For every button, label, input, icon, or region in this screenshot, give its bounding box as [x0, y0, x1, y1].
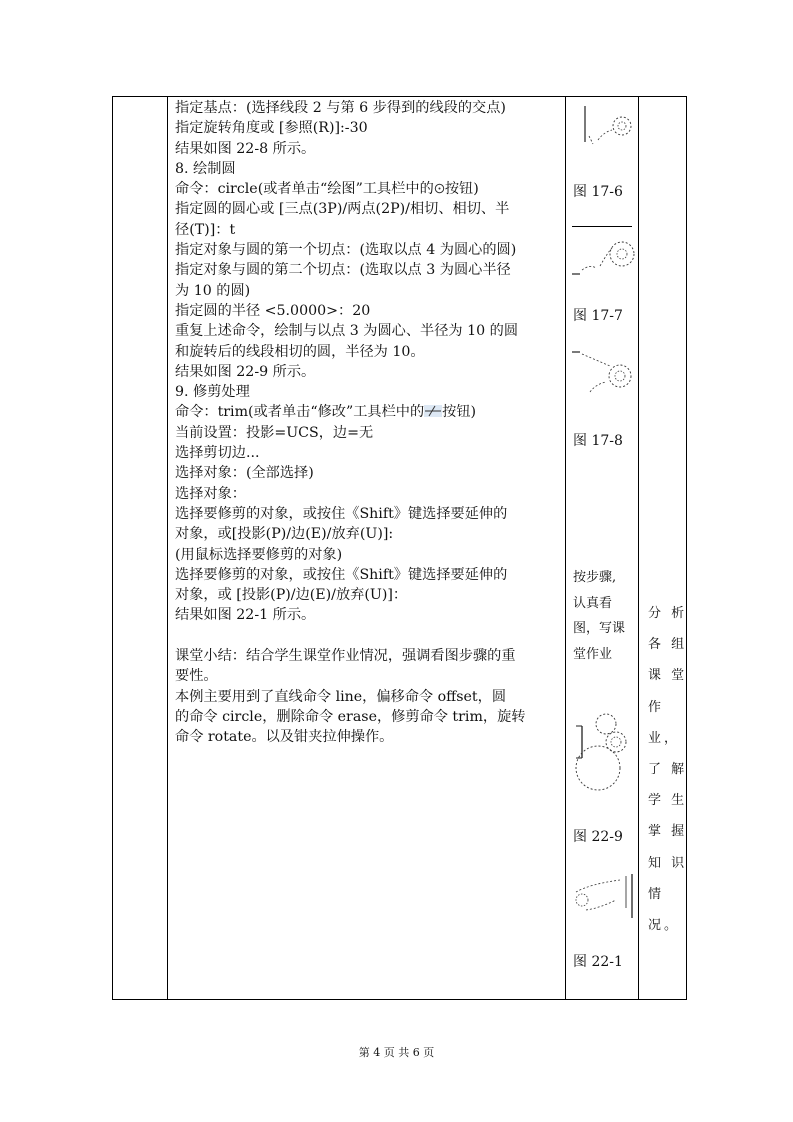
text-part: 命令：circle(或者单击“绘图”工具栏中的 [175, 181, 434, 198]
column-divider-1 [167, 96, 168, 1000]
text-line: 径(T)]：t [175, 221, 236, 238]
text-line: 指定圆的半径 <5.0000>：20 [175, 302, 371, 319]
text-line: 指定旋转角度或 [参照(R)]:-30 [175, 120, 368, 137]
side-line: 掌 握 [648, 824, 688, 840]
text-line: 选择对象：(全部选择) [175, 465, 314, 482]
text-line: 当前设置：投影=UCS，边=无 [175, 424, 374, 441]
figure-22-9-drawing [570, 706, 636, 798]
column-divider-3 [638, 96, 639, 1000]
text-line: 为 10 的圆) [175, 282, 251, 299]
figure-17-8-drawing [570, 338, 636, 400]
text-line: 对象，或 [投影(P)/边(E)/放弃(U)]： [175, 587, 408, 604]
text-line: (用鼠标选择要修剪的对象) [175, 546, 343, 563]
figure-17-6-drawing [574, 100, 636, 152]
text-line: 重复上述命令，绘制与以点 3 为圆心、半径为 10 的圆 [175, 323, 519, 340]
side-line: 知 识 [648, 855, 688, 871]
text-line: 结果如图 22-8 所示。 [175, 140, 316, 157]
figure-label: 图 17-7 [573, 308, 623, 324]
text-line: 选择要修剪的对象，或按住《Shift》键选择要延伸的 [175, 566, 508, 583]
blank-line [175, 626, 560, 646]
figure-label: 图 22-9 [573, 829, 623, 845]
text-line [175, 179, 560, 199]
text-line: 指定基点：(选择线段 2 与第 6 步得到的线段的交点) [175, 100, 506, 116]
side-line: 情 [648, 886, 665, 902]
section-heading: 8. 绘制圆 [175, 160, 236, 177]
text-part: 按钮) [442, 404, 477, 421]
text-line: 和旋转后的线段相切的圆，半径为 10。 [175, 343, 425, 360]
side-line: 各 组 [648, 637, 688, 653]
side-line: 况。 [648, 918, 681, 934]
text-line: 结果如图 22-1 所示。 [175, 607, 316, 624]
figure-17-7-line [572, 226, 632, 227]
text-line: 课堂小结：结合学生课堂作业情况，强调看图步骤的重 [175, 648, 516, 665]
text-line: 指定对象与圆的第一个切点：(选取以点 4 为圆心的圆) [175, 242, 517, 259]
note-line: 认真看 [573, 595, 613, 611]
text-line: 结果如图 22-9 所示。 [175, 363, 316, 380]
text-part: 按钮) [444, 181, 479, 198]
note-line: 图，写课 [573, 621, 626, 636]
text-line: 对象，或[投影(P)/边(E)/放弃(U)]: [175, 526, 394, 543]
text-line: 选择剪切边... [175, 445, 260, 462]
side-line: 业， [648, 730, 681, 746]
trim-tool-icon [424, 403, 442, 423]
text-line: 选择对象： [175, 485, 246, 502]
circle-tool-icon [434, 180, 445, 200]
figure-label: 图 22-1 [573, 954, 623, 970]
figure-22-1-drawing [570, 868, 636, 922]
text-line: 本例主要用到了直线命令 line，偏移命令 offset，圆 [175, 688, 507, 705]
text-line: 要性。 [175, 668, 218, 685]
note-line: 堂作业 [573, 646, 613, 662]
side-line: 作 [648, 699, 665, 715]
section-heading: 9. 修剪处理 [175, 384, 250, 401]
figure-17-7-drawing [570, 228, 636, 280]
figure-label: 图 17-8 [573, 433, 623, 449]
text-line: 选择要修剪的对象，或按住《Shift》键选择要延伸的 [175, 505, 508, 522]
text-line: 指定对象与圆的第二个切点：(选取以点 3 为圆心半径 [175, 262, 511, 279]
text-line: 指定圆的圆心或 [三点(3P)/两点(2P)/相切、相切、半 [175, 201, 510, 218]
side-line: 分 析 [648, 606, 688, 621]
text-part: 命令：trim(或者单击“修改”工具栏中的 [175, 404, 425, 421]
page-footer: 第 4 页 共 6 页 [358, 1046, 435, 1059]
column-divider-2 [565, 96, 566, 1000]
text-line [175, 402, 560, 422]
note-line: 按步骤, [573, 570, 617, 585]
main-text-cell [175, 98, 560, 748]
side-line: 了 解 [648, 762, 688, 778]
figure-label: 图 17-6 [573, 184, 623, 200]
side-line: 课 堂 [648, 668, 688, 684]
side-line: 学 生 [648, 793, 688, 809]
text-line: 的命令 circle，删除命令 erase，修剪命令 trim，旋转 [175, 708, 526, 725]
text-line: 命令 rotate。以及钳夹拉伸操作。 [175, 729, 394, 746]
instruction-note [573, 565, 635, 667]
side-remark [648, 598, 688, 941]
